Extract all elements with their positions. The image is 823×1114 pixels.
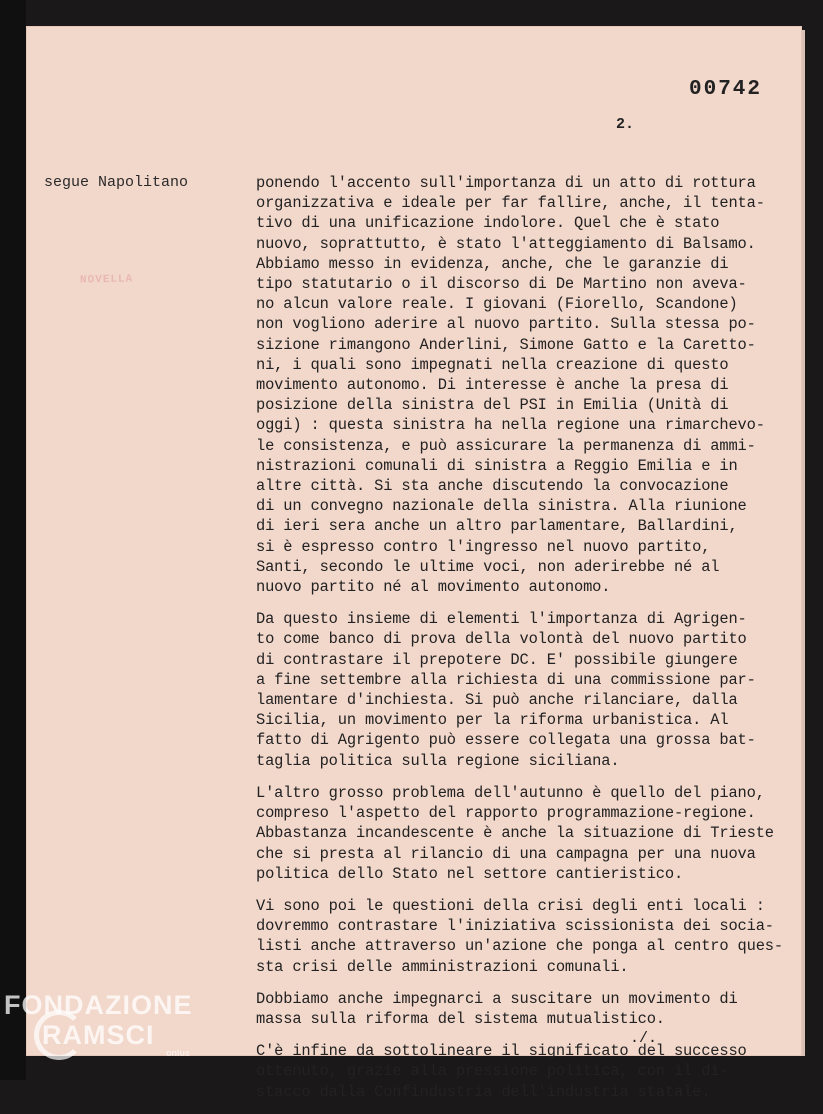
paragraph (256, 783, 802, 884)
text-line: Vi sono poi le questioni della crisi degli enti locali : (256, 896, 765, 915)
text-line: a fine settembre alla richiesta di una commissione par- (256, 670, 756, 689)
text-line: ni, i quali sono impegnati nella creazione di questo (256, 355, 729, 374)
text-line: C'è infine da sottolineare il significato del successo (256, 1042, 747, 1061)
text-line: di ieri sera anche un altro parlamentare, Ballardini, (256, 517, 738, 536)
text-line: Abbastanza incandescente è anche la situazione di Trieste (256, 824, 774, 843)
margin-note-speaker: segue Napolitano (44, 174, 189, 191)
text-line: nuovo, soprattutto, è stato l'atteggiamento di Balsamo. (256, 234, 756, 253)
text-line: lamentare d'inchiesta. Si può anche rilanciare, dalla (256, 691, 738, 710)
paragraph (256, 896, 802, 977)
paragraph (256, 1041, 802, 1102)
watermark-line-2: RAMSCI (42, 1020, 155, 1050)
text-line: politica dello Stato nel settore cantieristico. (256, 864, 684, 883)
text-line: massa sulla riforma del sistema mutualistico. (256, 1009, 665, 1028)
text-line: ponendo l'accento sull'importanza di un atto di rottura (256, 174, 756, 192)
text-line: nuovo partito né al movimento autonomo. (256, 578, 611, 597)
text-line: listi anche attraverso un'azione che ponga al centro ques- (256, 937, 783, 956)
document-page (26, 26, 802, 1101)
text-line: posizione della sinistra del PSI in Emilia (Unità di (256, 396, 729, 415)
text-line: Da questo insieme di elementi l'importanza di Agrigen- (256, 610, 747, 629)
text-line: oggi) : questa sinistra ha nella regione una rimarchevo- (256, 416, 765, 435)
document-number: 00742 (689, 78, 763, 101)
paragraph (256, 173, 802, 597)
text-line: organizzativa e ideale per far fallire, anche, il tenta- (256, 194, 765, 213)
text-line: le consistenza, e può assicurare la permanenza di ammi- (256, 436, 756, 455)
text-line: che si presta al rilancio di una campagna per una nuova (256, 844, 756, 863)
continuation-mark: ./. (630, 1030, 658, 1047)
watermark-g-logo-icon (34, 1010, 84, 1060)
text-line: altre città. Si sta anche discutendo la convocazione (256, 477, 729, 496)
text-line: fatto di Agrigento può essere collegata una grossa bat- (256, 731, 756, 750)
text-line: to come banco di prova della volontà del nuovo partito (256, 630, 747, 649)
text-line: nistrazioni comunali di sinistra a Reggio Emilia e in (256, 456, 738, 475)
text-line: ottenuto, grazie alla pressione politica, con il di- (256, 1062, 729, 1081)
text-line: di un convegno nazionale della sinistra. Alla riunione (256, 497, 747, 516)
text-line: movimento autonomo. Di interesse è anche la presa di (256, 376, 729, 395)
text-line: tipo statutario o il discorso di De Martino non aveva- (256, 275, 747, 294)
text-line: di contrastare il prepotere DC. E' possibile giungere (256, 650, 738, 669)
text-line: sizione rimangono Anderlini, Simone Gatto e la Caretto- (256, 335, 756, 354)
binding-spine (0, 0, 26, 1080)
text-line: sta crisi delle amministrazioni comunali. (256, 957, 629, 976)
text-line: dovremmo contrastare l'iniziativa scissionista dei socia- (256, 917, 774, 936)
paragraph (256, 609, 802, 771)
text-line: taglia politica sulla regione siciliana. (256, 751, 620, 770)
text-line: Sicilia, un movimento per la riforma urbanistica. Al (256, 711, 729, 730)
body-text (256, 173, 802, 1114)
text-line: si è espresso contro l'ingresso nel nuovo partito, (256, 537, 711, 556)
watermark-suffix: onlus (166, 1048, 190, 1058)
page-number: 2. (616, 116, 635, 133)
text-line: tivo di una unificazione indolore. Quel che è stato (256, 214, 720, 233)
page-edge (802, 30, 805, 1056)
archive-watermark (4, 990, 204, 1058)
text-line: no alcun valore reale. I giovani (Fiorello, Scandone) (256, 295, 738, 314)
text-line: Santi, secondo le ultime voci, non aderirebbe né al (256, 557, 720, 576)
text-line: non vogliono aderire al nuovo partito. Sulla stessa po- (256, 315, 756, 334)
text-line: L'altro grosso problema dell'autunno è quello del piano, (256, 783, 765, 802)
text-line: compreso l'aspetto del rapporto programmazione-regione. (256, 804, 756, 823)
text-line: stacco dalla Confindustria dell'industria statale. (256, 1082, 711, 1101)
text-line: Abbiamo messo in evidenza, anche, che le garanzie di (256, 254, 729, 273)
text-line: Dobbiamo anche impegnarci a suscitare un movimento di (256, 989, 738, 1008)
paragraph (256, 989, 802, 1029)
faded-stamp: NOVELLA (79, 273, 134, 287)
watermark-line-1: FONDAZIONE (4, 990, 193, 1020)
